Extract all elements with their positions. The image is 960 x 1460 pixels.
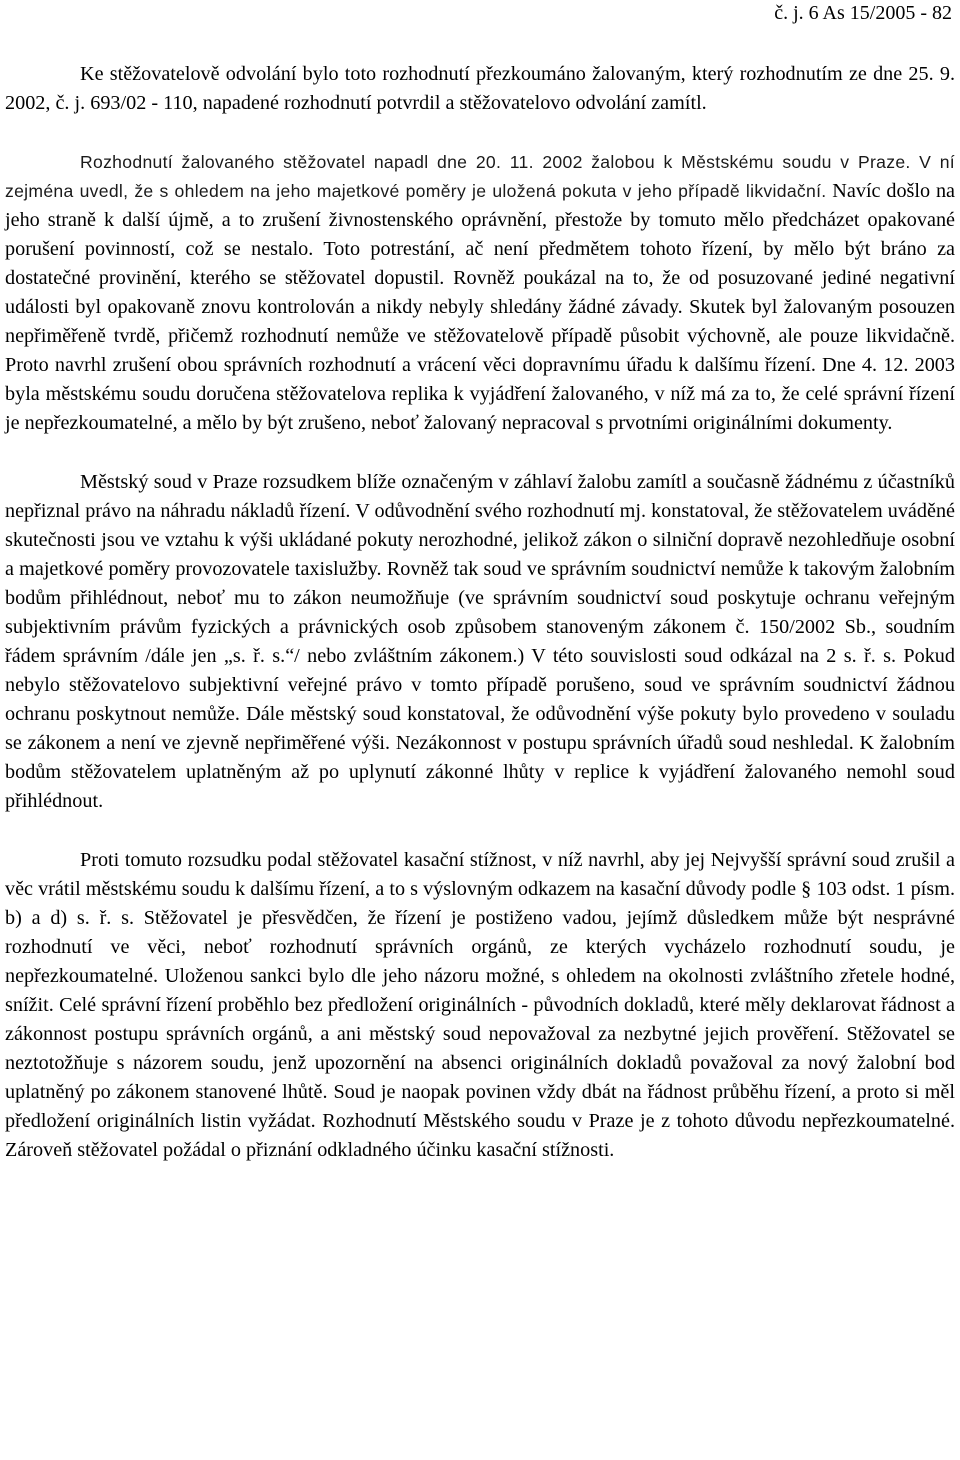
paragraph-cassation-complaint: Proti tomuto rozsudku podal stěžovatel kasační stížnost, v níž navrhl, aby jej Nejvyšší správní soud zrušil a věc vrátil městskému soudu k dalšímu řízení, a to s výslovným odkazem na kasační důvody podle § 103 odst. 1 písm. b) a d) s. ř. s. Stěžovatel je přesvědčen, že řízení je postiženo vadou, jejímž důsledkem může být nesprávné rozhodnutí ve věci, neboť rozhodnutí správních orgánů, ze kterých vycházelo rozhodnutí soudu, je nepřezkoumatelné. Uloženou sankci bylo dle jeho názoru možné, s ohledem na okolnosti zvláštního zřetele hodné, snížit. Celé správní řízení proběhlo bez předložení originálních - původních dokladů, které měly deklarovat řádnost a zákonnost postupu správních orgánů, a ani městský soud nepovažoval za nezbytné jejich prověření. Stěžovatel se neztotožňuje s názorem soudu, jenž upozornění na absenci originálních dokladů považoval za nový žalobní bod uplatněný po zákonem stanovené lhůtě. Soud je naopak povinen vždy dbát na řádnost průběhu řízení, a proto si měl předložení originálních listin vyžádat. Rozhodnutí Městského soudu v Praze je z tohoto důvodu nepřezkoumatelné. Zároveň stěžovatel požádal o přiznání odkladného účinku kasační stížnosti. bbox=[5, 849, 955, 1161]
paragraph-appeal-decision: Ke stěžovatelově odvolání bylo toto rozhodnutí přezkoumáno žalovaným, který rozhodnutím ze dne 25. 9. 2002, č. j. 693/02 - 110, napadené rozhodnutí potvrdil a stěžovatelovo odvolání zamítl. bbox=[5, 63, 955, 114]
paragraph-lawsuit-intro: Rozhodnutí žalovaného stěžovatel napadl dne 20. 11. 2002 žalobou k Městskému soudu v Praze. V ní zejména uvedl, že s ohledem na jeho majetkové poměry je uložená pokuta v jeho případě likvidační. bbox=[5, 152, 955, 201]
document-body bbox=[5, 60, 955, 1165]
paragraph-lawsuit bbox=[5, 148, 955, 438]
paragraph-lawsuit-body: Navíc došlo na jeho straně k další újmě, a to zrušení živnostenského oprávnění, přestože by tomuto mělo předcházet opakované porušení povinností, což se nestalo. Toto potrestání, ač není předmětem tohoto řízení, by mělo být bráno za dostatečné provinění, kterého se stěžovatel dopustil. Rovněž poukázal na to, že od posuzované jediné negativní události byl opakovaně znovu kontrolován a nikdy nebyly shledány žádné závady. Skutek byl žalovaným posouzen nepřiměřeně tvrdě, přičemž rozhodnutí nemůže ve stěžovatelově případě působit výchovně, ale pouze likvidačně. Proto navrhl zrušení obou správních rozhodnutí a vrácení věci dopravnímu úřadu k dalšímu řízení. Dne 4. 12. 2003 byla městskému soudu doručena stěžovatelova replika k vyjádření žalovaného, v níž má za to, že celé správní řízení je nepřezkoumatelné, a mělo by být zrušeno, neboť žalovaný nepracoval s prvotními originálními dokumenty. bbox=[5, 180, 955, 434]
case-reference: č. j. 6 As 15/2005 - 82 bbox=[774, 2, 952, 24]
paragraph-city-court-ruling: Městský soud v Praze rozsudkem blíže označeným v záhlaví žalobu zamítl a současně žádnému z účastníků nepřiznal právo na náhradu nákladů řízení. V odůvodnění svého rozhodnutí mj. konstatoval, že stěžovatelem uváděné skutečnosti jsou ve vztahu k výši ukládané pokuty nerozhodné, jelikož zákon o silniční dopravě nezohledňuje osobní a majetkové poměry provozovatele taxislužby. Rovněž tak soud ve správním soudnictví nemůže k takovým žalobním bodům přihlédnout, neboť mu to zákon neumožňuje (ve správním soudnictví soud poskytuje ochranu veřejným subjektivním právům fyzických a právnických osob způsobem stanoveným zákonem č. 150/2002 Sb., soudním řádem správním /dále jen „s. ř. s.“/ nebo zvláštním zákonem.) V této souvislosti soud odkázal na 2 s. ř. s. Pokud nebylo stěžovatelovo subjektivní veřejné právo v tomto případě porušeno, soud ve správním soudnictví žádnou ochranu poskytnout nemůže. Dále městský soud konstatoval, že odůvodnění výše pokuty bylo provedeno v souladu se zákonem a není ve zjevně nepřiměřené výši. Nezákonnost v postupu správních úřadů soud neshledal. K žalobním bodům stěžovatelem uplatněným až po uplynutí zákonné lhůty v replice k vyjádření žalovaného nemohl soud přihlédnout. bbox=[5, 471, 955, 812]
